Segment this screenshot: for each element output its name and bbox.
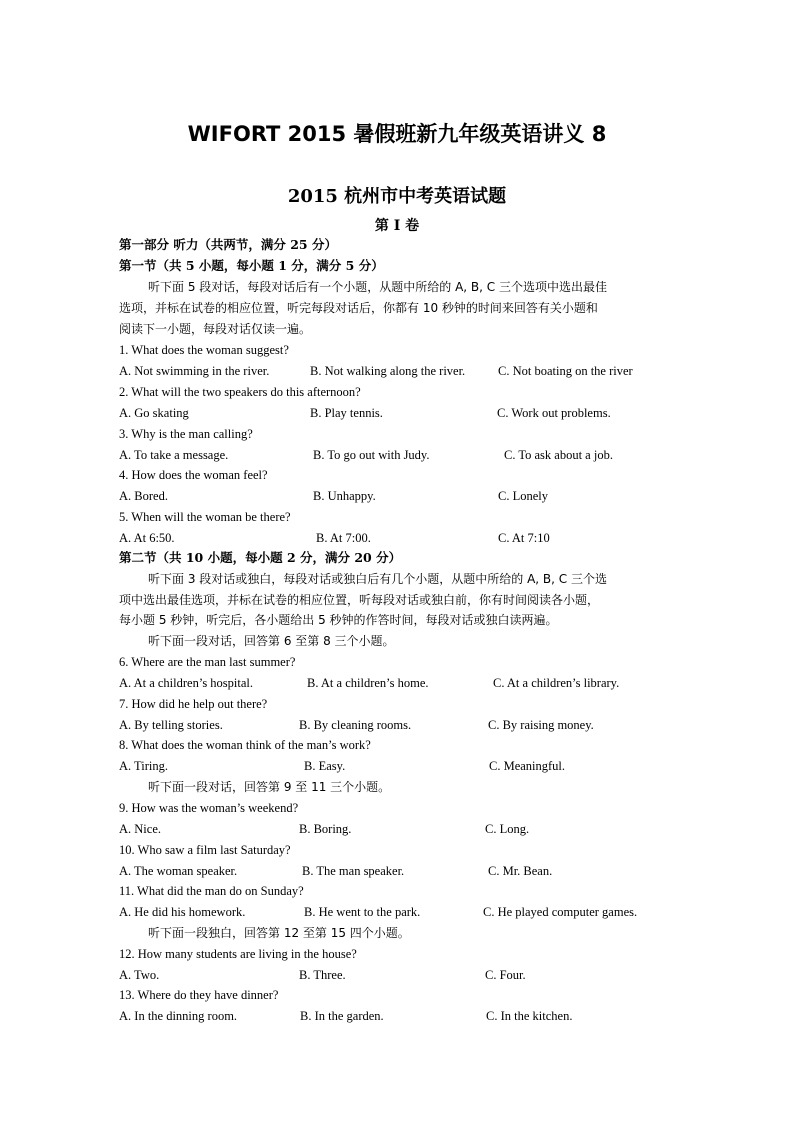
- question-text: 1. What does the woman suggest?: [119, 343, 289, 357]
- question-text: 5. When will the woman be there?: [119, 510, 291, 524]
- section2-instruction: 听下面 3 段对话或独白，每段对话或独白后有几个小题，从题中所给的 A, B, C 三个选: [148, 572, 607, 586]
- option-b: B. To go out with Judy.: [313, 448, 430, 462]
- option-a: A. To take a message.: [119, 448, 229, 462]
- option-c: C. He played computer games.: [483, 905, 638, 919]
- option-a: A. By telling stories.: [119, 718, 223, 732]
- option-c: C. Long.: [485, 822, 530, 836]
- option-b: B. Boring.: [299, 822, 352, 836]
- option-b: B. At 7:00.: [316, 531, 371, 545]
- section1-instruction: 选项，并标在试卷的相应位置，听完每段对话后，你都有 10 秒钟的时间来回答有关小题和: [119, 301, 598, 315]
- section1-instruction: 听下面 5 段对话，每段对话后有一个小题，从题中所给的 A, B, C 三个选项中选出最佳: [148, 280, 607, 294]
- exam-title: 2015 杭州市中考英语试题: [287, 186, 507, 207]
- option-b: B. By cleaning rooms.: [299, 718, 412, 732]
- listening-note: 听下面一段独白，回答第 12 至第 15 四个小题。: [148, 926, 410, 940]
- option-b: B. The man speaker.: [302, 864, 405, 878]
- question-text: 7. How did he help out there?: [119, 697, 268, 711]
- option-c: C. In the kitchen.: [486, 1009, 573, 1023]
- section1-instruction: 阅读下一小题，每段对话仅读一遍。: [119, 322, 312, 336]
- option-b: B. Not walking along the river.: [310, 364, 466, 378]
- question-text: 12. How many students are living in the house?: [119, 947, 357, 961]
- option-c: C. To ask about a job.: [504, 448, 613, 462]
- question-text: 9. How was the woman’s weekend?: [119, 801, 299, 815]
- listening-note: 听下面一段对话，回答第 6 至第 8 三个小题。: [148, 634, 395, 648]
- option-c: C. By raising money.: [488, 718, 594, 732]
- option-c: C. Four.: [485, 968, 526, 982]
- option-c: C. At 7:10: [498, 531, 550, 545]
- option-b: B. He went to the park.: [304, 905, 421, 919]
- option-a: A. Go skating: [119, 406, 189, 420]
- option-c: C. At a children’s library.: [493, 676, 620, 690]
- option-a: A. Two.: [119, 968, 160, 982]
- option-a: A. Not swimming in the river.: [119, 364, 270, 378]
- question-text: 3. Why is the man calling?: [119, 427, 253, 441]
- question-text: 13. Where do they have dinner?: [119, 988, 279, 1002]
- option-a: A. He did his homework.: [119, 905, 246, 919]
- question-text: 11. What did the man do on Sunday?: [119, 884, 304, 898]
- option-a: A. Bored.: [119, 489, 168, 503]
- option-a: A. Nice.: [119, 822, 161, 836]
- question-text: 10. Who saw a film last Saturday?: [119, 843, 291, 857]
- option-b: B. Play tennis.: [310, 406, 383, 420]
- option-b: B. At a children’s home.: [307, 676, 429, 690]
- section2-heading: 第二节（共 10 小题，每小题 2 分，满分 20 分）: [119, 550, 402, 565]
- option-a: A. At a children’s hospital.: [119, 676, 254, 690]
- section2-instruction: 项中选出最佳选项，并标在试卷的相应位置，听每段对话或独白前，你有时间阅读各小题，: [119, 593, 600, 607]
- page-title: WIFORT 2015 暑假班新九年级英语讲义 8: [187, 122, 607, 146]
- section1-heading: 第一节（共 5 小题，每小题 1 分，满分 5 分）: [119, 258, 384, 273]
- question-text: 4. How does the woman feel?: [119, 468, 268, 482]
- option-c: C. Work out problems.: [497, 406, 611, 420]
- option-c: C. Lonely: [498, 489, 548, 503]
- question-text: 6. Where are the man last summer?: [119, 655, 296, 669]
- section2-instruction: 每小题 5 秒钟，听完后，各小题给出 5 秒钟的作答时间，每段对话或独白读两遍。: [119, 613, 558, 627]
- option-a: A. The woman speaker.: [119, 864, 238, 878]
- option-c: C. Mr. Bean.: [488, 864, 553, 878]
- option-b: B. Three.: [299, 968, 346, 982]
- option-a: A. Tiring.: [119, 759, 168, 773]
- option-b: B. In the garden.: [300, 1009, 384, 1023]
- question-text: 2. What will the two speakers do this afternoon?: [119, 385, 361, 399]
- volume-label: 第 I 卷: [374, 218, 420, 234]
- listening-note: 听下面一段对话，回答第 9 至 11 三个小题。: [148, 780, 391, 794]
- option-b: B. Unhappy.: [313, 489, 376, 503]
- option-a: A. At 6:50.: [119, 531, 175, 545]
- option-b: B. Easy.: [304, 759, 346, 773]
- question-text: 8. What does the woman think of the man’s work?: [119, 738, 371, 752]
- option-c: C. Not boating on the river: [498, 364, 633, 378]
- part-heading: 第一部分 听力（共两节，满分 25 分）: [119, 237, 337, 252]
- option-c: C. Meaningful.: [489, 759, 566, 773]
- option-a: A. In the dinning room.: [119, 1009, 238, 1023]
